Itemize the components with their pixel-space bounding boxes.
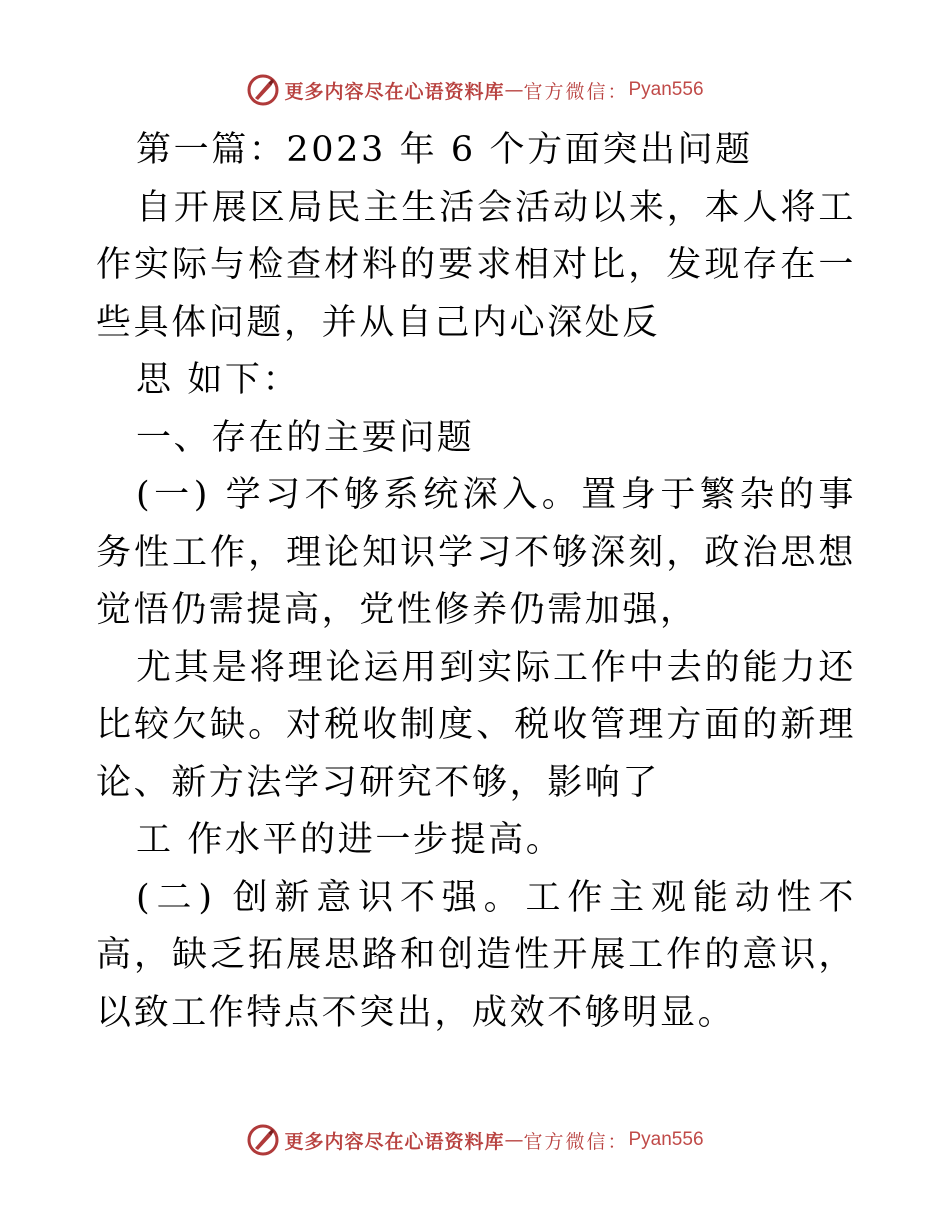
watermark-account: Pyan556 [628,79,704,100]
paragraph-problem-1: (一) 学习不够系统深入。置身于繁杂的事务性工作，理论知识学习不够深刻，政治思想觉悟仍需提高，党性修养仍需加强， [96,475,856,630]
pen-logo-icon [246,1123,280,1157]
paragraph-problem-2: (二) 创新意识不强。工作主观能动性不高，缺乏拓展思路和创造性开展工作的意识，以致工作特点不突出，成效不够明显。 [96,877,856,1033]
footer-watermark [0,1120,950,1160]
paragraph-intro-cont: 思 如下： [136,360,301,400]
header-watermark [0,70,950,110]
paragraph-intro: 自开展区局民主生活会活动以来，本人将工作实际与检查材料的要求相对比，发现存在一些具体问题，并从自己内心深处反 [96,187,856,343]
document-title: 第一篇：2023 年 6 个方面突出问题 [136,130,753,170]
paragraph-problem-1-cont: 尤其是将理论运用到实际工作中去的能力还比较欠缺。对税收制度、税收管理方面的新理论、新方法学习研究不够，影响了 [96,647,856,803]
watermark-dash: — [504,79,524,101]
watermark-account: Pyan556 [628,1129,704,1150]
pen-logo-icon [246,73,280,107]
section-heading: 一、存在的主要问题 [136,417,475,458]
watermark-official: 官方微信： [523,1130,629,1153]
watermark-official: 官方微信： [523,80,629,103]
watermark-brand: 更多内容尽在心语资料库 [284,80,505,103]
paragraph-problem-1-end: 工 作水平的进一步提高。 [136,820,564,860]
watermark-dash: — [504,1129,524,1151]
document-body [96,122,856,1042]
watermark-brand: 更多内容尽在心语资料库 [284,1130,505,1153]
